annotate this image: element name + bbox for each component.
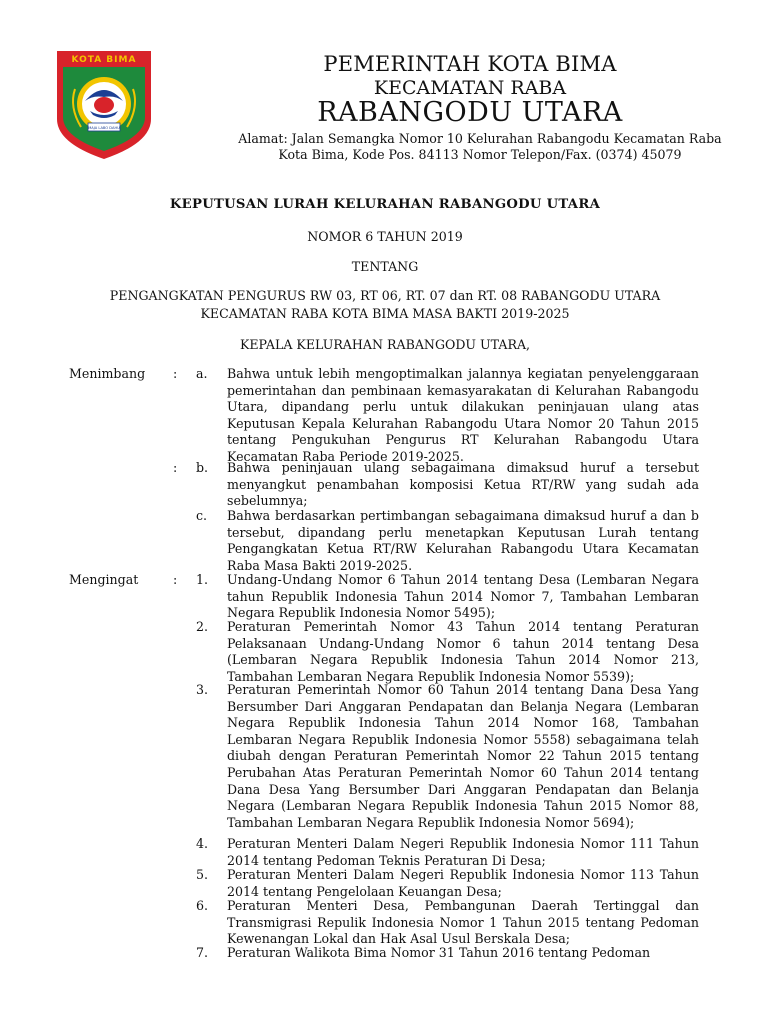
menimbang-marker-c: c. (196, 508, 208, 523)
mengingat-marker-5: 5. (196, 867, 209, 882)
decree-subject-line2: KECAMATAN RABA KOTA BIMA MASA BAKTI 2019-2025 (200, 306, 570, 321)
decree-issuer: KEPALA KELURAHAN RABANGODU UTARA, (239, 337, 531, 352)
decree-subject-line1: PENGANGKATAN PENGURUS RW 03, RT 06, RT. 07 dan RT. 08 RABANGODU UTARA (109, 288, 661, 303)
menimbang-colon: : (173, 366, 178, 381)
mengingat-marker-6: 6. (196, 898, 209, 913)
mengingat-item-7: Peraturan Walikota Bima Nomor 31 Tahun 2016 tentang Pedoman (227, 945, 651, 960)
decree-number: NOMOR 6 TAHUN 2019 (307, 229, 463, 244)
mengingat-label: Mengingat (69, 572, 139, 587)
menimbang-item-a: Bahwa untuk lebih mengoptimalkan jalannya kegiatan penyelenggaraan pemerintahan dan pembinaan kemasyarakatan di Kelurahan Rabangodu Utara, dipandang perlu untuk dilakukan peninjauan ulang atas Keputusan Kepala Kelurahan Rabangodu Utara Nomor 20 Tahun 2015 tentang Pengukuhan Pengurus RT Kelurahan Rabangodu Utara Kecamatan Raba Periode 2019-2025. (227, 366, 699, 464)
menimbang-item-c: Bahwa berdasarkan pertimbangan sebagaimana dimaksud huruf a dan b tersebut, dipandang perlu menetapkan Keputusan Lurah tentang Pengangkatan Ketua RT/RW Kelurahan Rabangodu Utara Kecamatan Raba Masa Bakti 2019-2025. (227, 508, 699, 573)
mengingat-marker-2: 2. (196, 619, 209, 634)
mengingat-marker-1: 1. (196, 572, 209, 587)
emblem-title: KOTA BIMA (71, 55, 137, 65)
menimbang-marker-a: a. (196, 366, 208, 381)
mengingat-marker-7: 7. (196, 945, 209, 960)
menimbang-label: Menimbang (69, 366, 146, 381)
letterhead-address-line1: Alamat: Jalan Semangka Nomor 10 Kelurahan Rabangodu Kecamatan Raba (238, 131, 722, 146)
menimbang-colon-b: : (173, 460, 178, 475)
mengingat-item-1: Undang-Undang Nomor 6 Tahun 2014 tentang Desa (Lembaran Negara tahun Republik Indonesia Tahun 2014 Nomor 7, Tambahan Lembaran Negara Republik Indonesia Nomor 5495); (227, 572, 699, 621)
letterhead-address-line2: Kota Bima, Kode Pos. 84113 Nomor Telepon/Fax. (0374) 45079 (278, 147, 682, 162)
mengingat-marker-4: 4. (196, 836, 209, 851)
menimbang-marker-b: b. (196, 460, 209, 475)
letterhead-village: RABANGODU UTARA (317, 97, 623, 128)
kota-bima-emblem-logo (55, 49, 153, 161)
mengingat-item-4: Peraturan Menteri Dalam Negeri Republik Indonesia Nomor 111 Tahun 2014 tentang Pedoman Teknis Peraturan Di Desa; (227, 836, 699, 868)
mengingat-item-3: Peraturan Pemerintah Nomor 60 Tahun 2014 tentang Dana Desa Yang Bersumber Dari Anggaran Pendapatan dan Belanja Negara (Lembaran Negara Republik Indonesia Tahun 2014 Nomor 168, Tambahan Lembaran Negara Republik Indonesia Nomor 5558) sebagaimana telah diubah dengan Peraturan Pemerintah Nomor 22 Tahun 2015 tentang Perubahan Atas Peraturan Pemerintah Nomor 60 Tahun 2014 tentang Dana Desa Yang Bersumber Dari Anggaran Pendapatan dan Belanja Negara (Lembaran Negara Republik Indonesia Tahun 2015 Nomor 88, Tambahan Lembaran Negara Republik Indonesia Nomor 5694); (227, 682, 699, 830)
mengingat-item-2: Peraturan Pemerintah Nomor 43 Tahun 2014 tentang Peraturan Pelaksanaan Undang-Undang Nomor 6 tahun 2014 tentang Desa (Lembaran Negara Republik Indonesia Tahun 2014 Nomor 213, Tambahan Lembaran Negara Republik Indonesia Nomor 5539); (227, 619, 699, 684)
letterhead-district: KECAMATAN RABA (373, 77, 567, 99)
letterhead-government: PEMERINTAH KOTA BIMA (323, 52, 617, 76)
decree-about-label: TENTANG (351, 259, 419, 274)
mengingat-item-6: Peraturan Menteri Desa, Pembangunan Daerah Tertinggal dan Transmigrasi Repulik Indonesia Nomor 1 Tahun 2015 tentang Pedoman Kewenangan Lokal dan Hak Asal Usul Berskala Desa; (227, 898, 699, 947)
mengingat-colon: : (173, 572, 178, 587)
mengingat-item-5: Peraturan Menteri Dalam Negeri Republik Indonesia Nomor 113 Tahun 2014 tentang Pengelolaan Keuangan Desa; (227, 867, 699, 899)
menimbang-item-b: Bahwa peninjauan ulang sebagaimana dimaksud huruf a tersebut menyangkut penambahan komposisi Ketua RT/RW yang sudah ada sebelumnya; (227, 460, 699, 509)
emblem-motto: MAJA LABO DAHU (88, 126, 120, 130)
mengingat-marker-3: 3. (196, 682, 209, 697)
decree-title: KEPUTUSAN LURAH KELURAHAN RABANGODU UTARA (169, 197, 601, 212)
